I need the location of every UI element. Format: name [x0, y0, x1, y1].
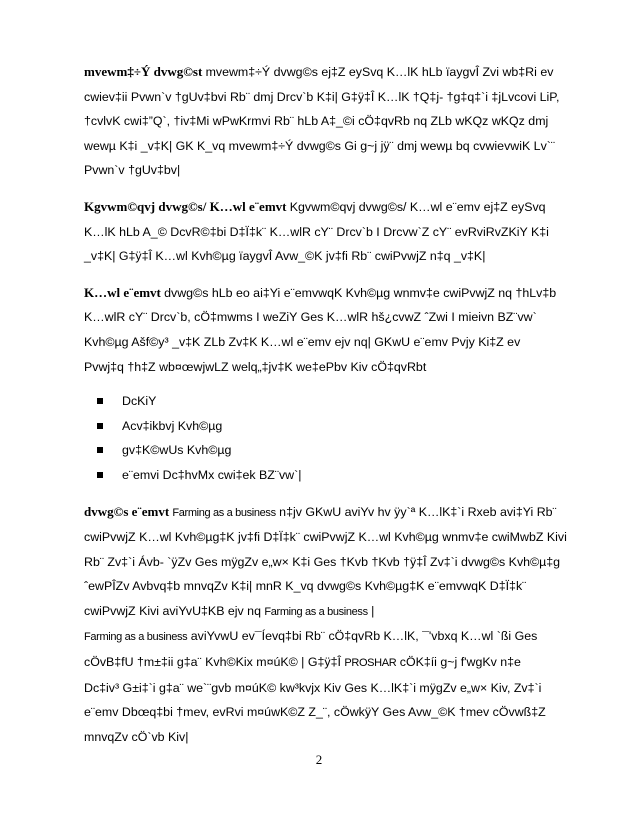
paragraph-farming-as-business: [84, 500, 576, 750]
list-item-text: Acv‡ikbvj Kvh©µg: [122, 418, 223, 433]
text-line: [84, 158, 576, 183]
text-line: [84, 574, 576, 599]
body-text: _v‡K| G‡ÿ‡Î K…wl Kvh©µg ïaygvÎ Avw_©K jv‡fi Rb¨ cwiPvwjZ n‡q _v‡K|: [84, 249, 486, 264]
text-line: [84, 244, 576, 269]
body-text: dvwg©s hLb eo ai‡Yi e¨emvwqK Kvh©µg wnmv‡e cwiPvwjZ nq †hLv‡b: [164, 285, 557, 300]
list-item: [84, 463, 576, 488]
list-item-text: DcKiY: [122, 394, 157, 409]
body-text: |: [367, 603, 375, 618]
body-text: Pvwn`v †gUv‡bv|: [84, 163, 181, 178]
body-text: aviYvwU ev¯Íevq‡bi Rb¨ cÖ‡qvRb K…lK, ¯'vbxq K…wl `ßi Ges: [187, 629, 538, 644]
body-text: cwiPvwjZ K…wl Kvh©µg‡K jv‡fi D‡Ï‡k¨ cwiPvwjZ K…wl Kvh©µg wnmv‡e cwiMwbZ Kivi: [84, 530, 567, 545]
body-text: Kvh©µg Aš‍f©y³ _v‡K ZLb Zv‡K K…wl e¨emv ejv nq| GKwU e¨emv Pvjy Ki‡Z ev: [84, 334, 521, 349]
bullet-icon: [97, 398, 103, 404]
body-text: e¨emv Dbœq‡bi †mev, evRvi m¤úwK©Z Z_¨, cÖwkÿY Ges Avw_©K †mev cÖvwß‡Z: [84, 705, 546, 720]
list-item-text: e¨emvi Dc‡hvMx cwi‡ek BZ¨vw`|: [122, 467, 302, 482]
english-term: PROSHAR: [344, 657, 397, 670]
page-number: 2: [315, 752, 323, 767]
body-text: cÖvB‡fU †m±‡ii g‡a¨ Kvh©Kix m¤úK© | G‡ÿ‡Î: [84, 655, 345, 670]
text-line: [84, 550, 576, 575]
text-line: [84, 525, 576, 550]
bullet-icon: [97, 472, 103, 478]
body-text: cÖK‡íi g~j f'wgKv n‡e: [396, 655, 521, 670]
text-line: [84, 700, 576, 725]
body-text: cwiPvwjZ Kivi aviYvU‡KB ejv nq: [84, 603, 265, 618]
text-line: [84, 330, 576, 355]
body-text: Dc‡iv³ G±i‡`i g‡a¨ we`¨gvb m¤úK© kw³kvjx Kiv Ges K…lK‡`i mÿgZv e„w× Kiv, Zv‡`i: [84, 680, 542, 695]
body-text: mvewm‡÷Ý dvwg©s ej‡Z eySvq K…lK hLb ïaygvÎ Zvi wb‡Ri ev: [205, 65, 554, 79]
bullet-list: [84, 389, 576, 487]
body-text: n‡jv GKwU aviYv hv ÿy`ª K…lK‡`i Rxeb avi‡Yi Rb¨: [275, 504, 557, 519]
text-line: [84, 195, 576, 220]
paragraph-agribusiness: [84, 281, 576, 379]
list-item: [84, 389, 576, 414]
text-line: [84, 650, 576, 676]
paragraph-heading: dvwg©s e¨emvt: [84, 503, 173, 519]
body-text: Kgvwm©qvj dvwg©s/ K…wl e¨emv ej‡Z eySvq: [289, 199, 546, 214]
text-line: [84, 220, 576, 245]
paragraph-heading: K…wl e¨emvt: [84, 284, 165, 300]
english-term: Farming as a business: [264, 605, 368, 618]
bullet-icon: [97, 447, 103, 453]
body-text: ˆewPÎZv Avbvq‡b mnvqZv K‡i| mnR K_vq dvwg©s Kvh©µg‡K e¨emvwqK D‡Ï‡k¨: [84, 579, 527, 594]
paragraph-commercial-farming: [84, 195, 576, 269]
list-item-text: gv‡K©wUs Kvh©µg: [122, 443, 232, 458]
paragraph-heading: mvewm‡÷Ý dvwg©st: [84, 64, 206, 79]
english-term: Farming as a business: [172, 506, 276, 519]
text-line: [84, 60, 576, 85]
text-line: [84, 85, 576, 110]
page-content: [84, 60, 576, 761]
text-line: [84, 281, 576, 306]
body-text: K…wlR cY¨ Drcv`b, cÖ‡mwms I weZiY Ges K…wlR hš¿cvwZ ˆZwi I mieivn BZ¨vw`: [84, 310, 537, 325]
text-line: [84, 500, 576, 526]
list-item: [84, 438, 576, 463]
body-text: †cvlvK cwi‡”Q`, †iv‡Mi wPwKrmvi Rb¨ hLb A‡_©i cÖ‡qvRb nq ZLb wKQz wKQz dmj: [84, 114, 549, 129]
text-line: [84, 676, 576, 701]
body-text: mnvqZv cÖ`vb Kiv|: [84, 729, 189, 744]
body-text: K…lK hLb A_© DcvR©‡bi D‡Ï‡k¨ K…wlR cY¨ Drcv`b I Drcvw`Z cY¨ evRviRvZKiY K‡i: [84, 224, 549, 239]
paragraph-heading: Kgvwm©qvj dvwg©s/ K…wl e¨emvt: [84, 198, 290, 214]
list-item: [84, 414, 576, 439]
text-line: [84, 599, 576, 625]
body-text: Pvwj‡q †h‡Z wb¤œwjwLZ welq„‡jv‡K we‡ePbv Kiv cÖ‡qvRbt: [84, 359, 427, 374]
text-line: [84, 134, 576, 159]
text-line: [84, 355, 576, 380]
text-line: [84, 725, 576, 750]
text-line: [84, 305, 576, 330]
body-text: wewµ K‡i _v‡K| GK K_vq mvewm‡÷Ý dvwg©s Gi g~j jÿ¨ dmj wewµ bq cvwievwiK Lv`¨: [84, 138, 556, 153]
paragraph-subsistence-farming: [84, 60, 576, 183]
body-text: Rb¨ Zv‡`i Ávb- `ÿZv Ges mÿgZv e„w× K‡i Ges †Kvb †Kvb †ÿ‡Î Zv‡`i dvwg©s Kvh©µ‡g: [84, 554, 561, 569]
body-text: cwiev‡ii Pvwn`v †gUv‡bvi Rb¨ dmj Drcv`b K‡i| G‡ÿ‡Î K…lK †Q‡j- †g‡q‡`i ‡jLvcovi LiP,: [84, 89, 560, 104]
text-line: [84, 109, 576, 134]
bullet-icon: [97, 423, 103, 429]
text-line: [84, 624, 576, 650]
english-term: Farming as a business: [84, 631, 188, 644]
